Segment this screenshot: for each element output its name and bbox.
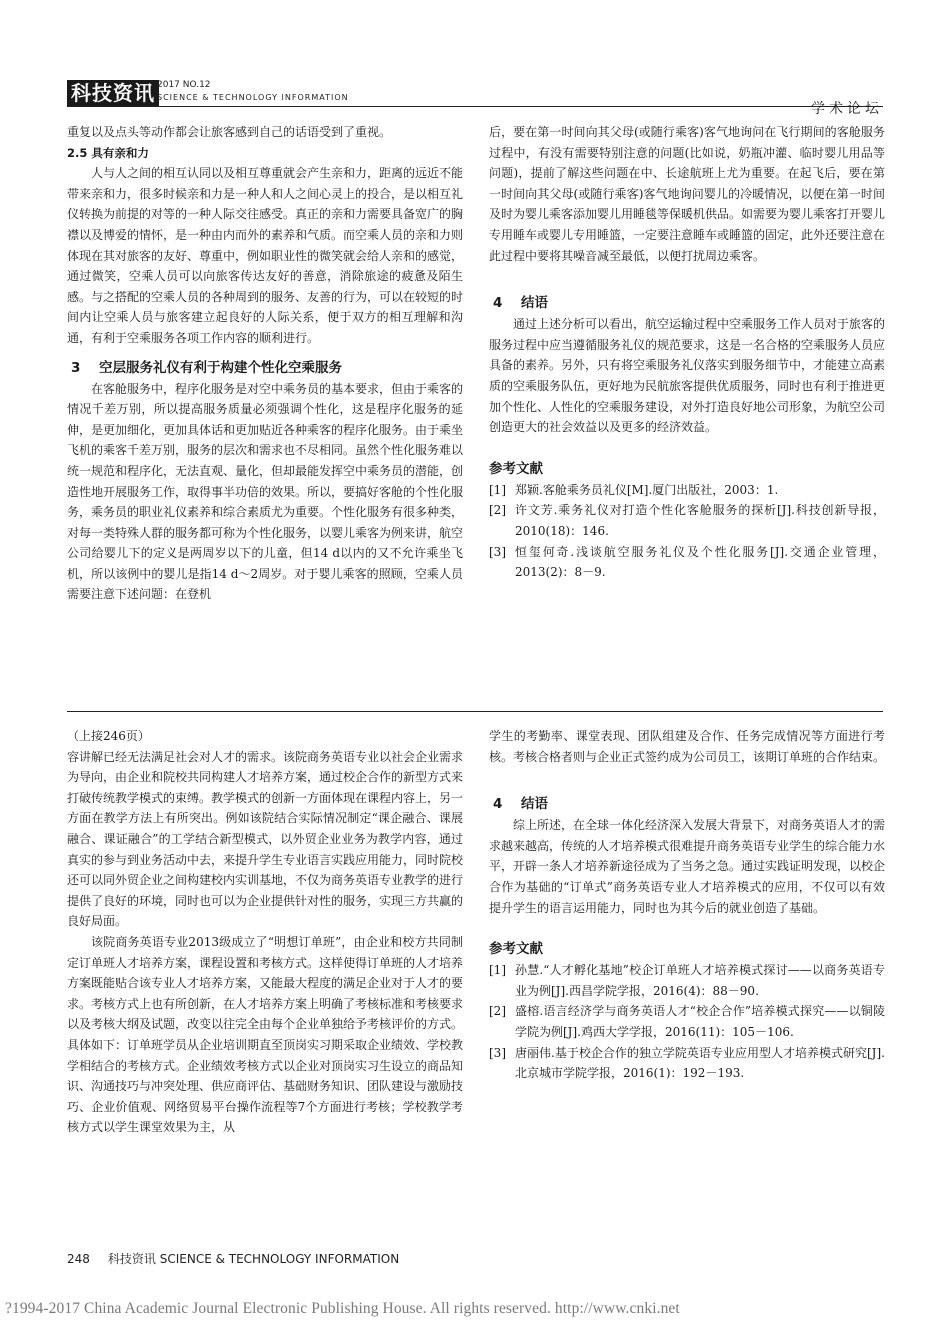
paragraph: 容讲解已经无法满足社会对人才的需求。该院商务英语专业以社会企业需求为导向，由企业和院校共同构建人才培养方案，通过校企合作的新型方式来打破传统教学模式的束缚。教学模式的创新一方面体现在课程内容上，另一方面在教学方法上有所突出。例如该院结合实际情况制定“课企融合、课展融合、课证融合”的工学结合新型模式，以外贸企业业务为教学内容，通过真实的参与到业务活动中去，来提升学生专业语言实践应用能力，同时院校还可以同外贸企业之间构建校内实训基地，不仅为商务英语专业教学的进行提供了良好的环境，同时也可以为企业提供针对性的服务，实现三方共赢的良好局面。 bbox=[67, 749, 464, 929]
bottom-right-column bbox=[489, 726, 885, 1084]
journal-logo: 科技资讯 bbox=[67, 80, 159, 106]
footer-journal: 科技资讯 SCIENCE & TECHNOLOGY INFORMATION bbox=[107, 1252, 400, 1266]
journal-subtitle: SCIENCE & TECHNOLOGY INFORMATION bbox=[157, 93, 349, 102]
references-heading: 参考文献 bbox=[489, 460, 543, 477]
paragraph: 该院商务英语专业2013级成立了“明想订单班”，由企业和校方共同制定订单班人才培养方案，课程设置和考核方式。这样使得订单班的人才培养方案既能贴合该专业人才培养方案，又能最大程度的满足企业对于人才的要求。考核方式上也有所创新，在人才培养方案上明确了考核标准和考核要求以及考核大纲及试题，改变以往完全由每个企业单独给予考核评价的方式。具体如下：订单班学员从企业培训期直至顶岗实习期采取企业绩效、学校教学相结合的考核方式。企业绩效考核方式以企业对顶岗实习生设立的商品知识、沟通技巧与冲突处理、供应商评估、基础财务知识、团队建设与激励技巧、企业价值观、网络贸易平台操作流程等7个方面进行考核；学校教学考核方式以学生课堂效果为主，从 bbox=[67, 934, 464, 1135]
reference-text: 唐丽伟.基于校企合作的独立学院英语专业应用型人才培养模式研究[J].北京城市学院学报，2016(1)：192－193. bbox=[515, 1045, 885, 1081]
reference-text: 孙慧.“人才孵化基地”校企订单班人才培养模式探讨——以商务英语专业为例[J].西昌学院学报，2016(4)：88－90. bbox=[515, 963, 885, 998]
paragraph: 在客舱服务中，程序化服务是对空中乘务员的基本要求，但由于乘客的情况千差万别，所以提高服务质量必须强调个性化，这是程序化服务的延伸，是更加细化，更加具体话和更加贴近各种乘客的程序化服务。由于乘坐飞机的乘客千差万别，服务的层次和需求也不尽相同。虽然个性化服务难以统一规范和程序化，无法直观、量化，但却最能发挥空中乘务员的潜能，创造性地开展服务工作，取得事半功倍的效果。所以，要搞好客舱的个性化服务，乘务员的职业礼仪素养和综合素质尤为重要。个性化服务有很多种类，对每一类特殊人群的服务都可称为个性化服务，以婴儿乘客为例来讲，航空公司给婴儿下的定义是两周岁以下的儿童，但14 d以内的又不允许乘坐飞机，所以该例中的婴儿是指14 d～2周岁。对于婴儿乘客的照顾，空乘人员需要注意下述问题：在登机 bbox=[67, 381, 464, 602]
section-number: 4 bbox=[493, 295, 503, 312]
reference-text: 郑颖.客舱乘务员礼仪[M].厦门出版社，2003：1. bbox=[515, 482, 779, 497]
paragraph: 人与人之间的相互认同以及相互尊重就会产生亲和力，距离的远近不能带来亲和力，很多时候亲和力是一种人和人之间心灵上的投合，是以相互礼仪转换为前提的对等的一种人际交往感受。真正的亲和力需要具备宽广的胸襟以及博爱的情怀，是一种由内而外的素养和气质。而空乘人员的亲和力则体现在其对旅客的友好、尊重中，例如职业性的微笑就会给人亲和的感觉，通过微笑，空乘人员可以向旅客传达友好的善意，消除旅途的疲惫及陌生感。与之搭配的空乘人员的各种周到的服务、友善的行为，可以在较短的时间内让空乘人员与旅客建立起良好的人际关系，便于双方的相互理解和沟通，有利于空乘服务各项工作内容的顺利进行。 bbox=[67, 166, 464, 345]
reference-text: 盛榕.语言经济学与商务英语人才“校企合作”培养模式探究——以铜陵学院为例[J].鸡西大学学报，2016(11)：105－106. bbox=[515, 1004, 885, 1039]
reference-item bbox=[489, 500, 885, 541]
reference-item bbox=[489, 1043, 885, 1084]
page-footer bbox=[67, 1250, 399, 1267]
reference-text: 恒玺何奇.浅谈航空服务礼仪及个性化服务[J].交通企业管理，2013(2)：8－9. bbox=[515, 544, 885, 580]
continued-note: （上接246页） bbox=[67, 729, 150, 743]
section-title: 结语 bbox=[521, 295, 548, 312]
reference-number: [2] bbox=[489, 1004, 506, 1019]
paragraph: 后，要在第一时间向其父母(或随行乘客)客气地询问在飞行期间的客舱服务过程中，有没有需要特别注意的问题(比如说，奶瓶冲灌、临时婴儿用品等问题)，提前了解这些问题在中、长途航班上尤为重要。在起飞后，要在第一时间向其父母(或随行乘客)客气地询问婴儿的冷暖情况，以便在第一时间及时为婴儿乘客添加婴儿用睡毯等保暖机供品。如需要为婴儿乘客打开婴儿专用睡车或婴儿专用睡篮，一定要注意睡车或睡篮的固定，此外还要注意在此过程中要将其噪音减至最低，以便打扰周边乘客。 bbox=[489, 125, 886, 263]
paragraph: 综上所述，在全球一体化经济深入发展大背景下，对商务英语人才的需求越来越高，传统的人才培养模式很难提升商务英语专业学生的综合能力水平，开辟一条人才培养新途径成为了当务之急。通过实践证明发现，以校企合作为基础的“订单式”商务英语专业人才培养模式的应用，不仅可以有效提升学生的语言运用能力，同时也为其今后的就业创造了基础。 bbox=[489, 818, 886, 915]
reference-item bbox=[489, 1001, 885, 1042]
spacer bbox=[489, 767, 885, 785]
section-heading bbox=[67, 357, 463, 379]
top-left-column bbox=[67, 122, 463, 605]
paragraph: 学生的考勤率、课堂表现、团队组建及合作、任务完成情况等方面进行考核。考核合格者则与企业正式签约成为公司员工，该期订单班的合作结束。 bbox=[489, 729, 886, 764]
reference-number: [1] bbox=[489, 963, 506, 978]
reference-item bbox=[489, 960, 885, 1001]
paragraph: 通过上述分析可以看出，航空运输过程中空乘服务工作人员对于旅客的服务过程中应当遵循服务礼仪的规范要求，这是一名合格的空乘服务人员应具备的素养。另外，只有将空乘服务礼仪落实到服务细节中，才能建立高素质的空乘服务队伍，更好地为民航旅客提供优质服务，同时也有利于推进更加个性化、人性化的空乘服务建设，对外打造良好地公司形象，为航空公司创造更大的社会效益以及更多的经济效益。 bbox=[489, 317, 886, 435]
section-title: 空层服务礼仪有利于构建个性化空乘服务 bbox=[99, 359, 342, 376]
reference-number: [1] bbox=[489, 482, 506, 497]
reference-item bbox=[489, 480, 885, 501]
spacer bbox=[489, 266, 885, 284]
reference-item bbox=[489, 542, 885, 583]
section-number: 4 bbox=[493, 796, 503, 813]
section-name: 学术论坛 bbox=[811, 101, 883, 117]
article-divider bbox=[67, 711, 883, 712]
header-rule bbox=[67, 106, 883, 107]
section-title: 结语 bbox=[521, 796, 548, 813]
reference-number: [3] bbox=[489, 1045, 506, 1060]
page-number: 248 bbox=[67, 1252, 90, 1266]
bottom-left-column bbox=[67, 726, 463, 1138]
reference-text: 许文芳.乘务礼仪对打造个性化客舱服务的探析[J].科技创新导报，2010(18)：146. bbox=[515, 503, 885, 538]
reference-number: [3] bbox=[489, 544, 506, 559]
reference-number: [2] bbox=[489, 503, 506, 518]
paragraph: 重复以及点头等动作都会让旅客感到自己的话语受到了重视。 bbox=[67, 125, 392, 139]
copyright-line: ?1994-2017 China Academic Journal Electronic Publishing House. All rights reserved. http://www.cnki.net bbox=[5, 1300, 680, 1317]
section-heading bbox=[489, 292, 885, 314]
section-heading bbox=[489, 793, 885, 815]
issue-number: 2017 NO.12 bbox=[157, 80, 211, 90]
references-heading: 参考文献 bbox=[489, 941, 543, 958]
section-number: 3 bbox=[71, 359, 81, 376]
top-right-column bbox=[489, 122, 885, 583]
subsection-heading: 2.5 具有亲和力 bbox=[67, 145, 149, 160]
